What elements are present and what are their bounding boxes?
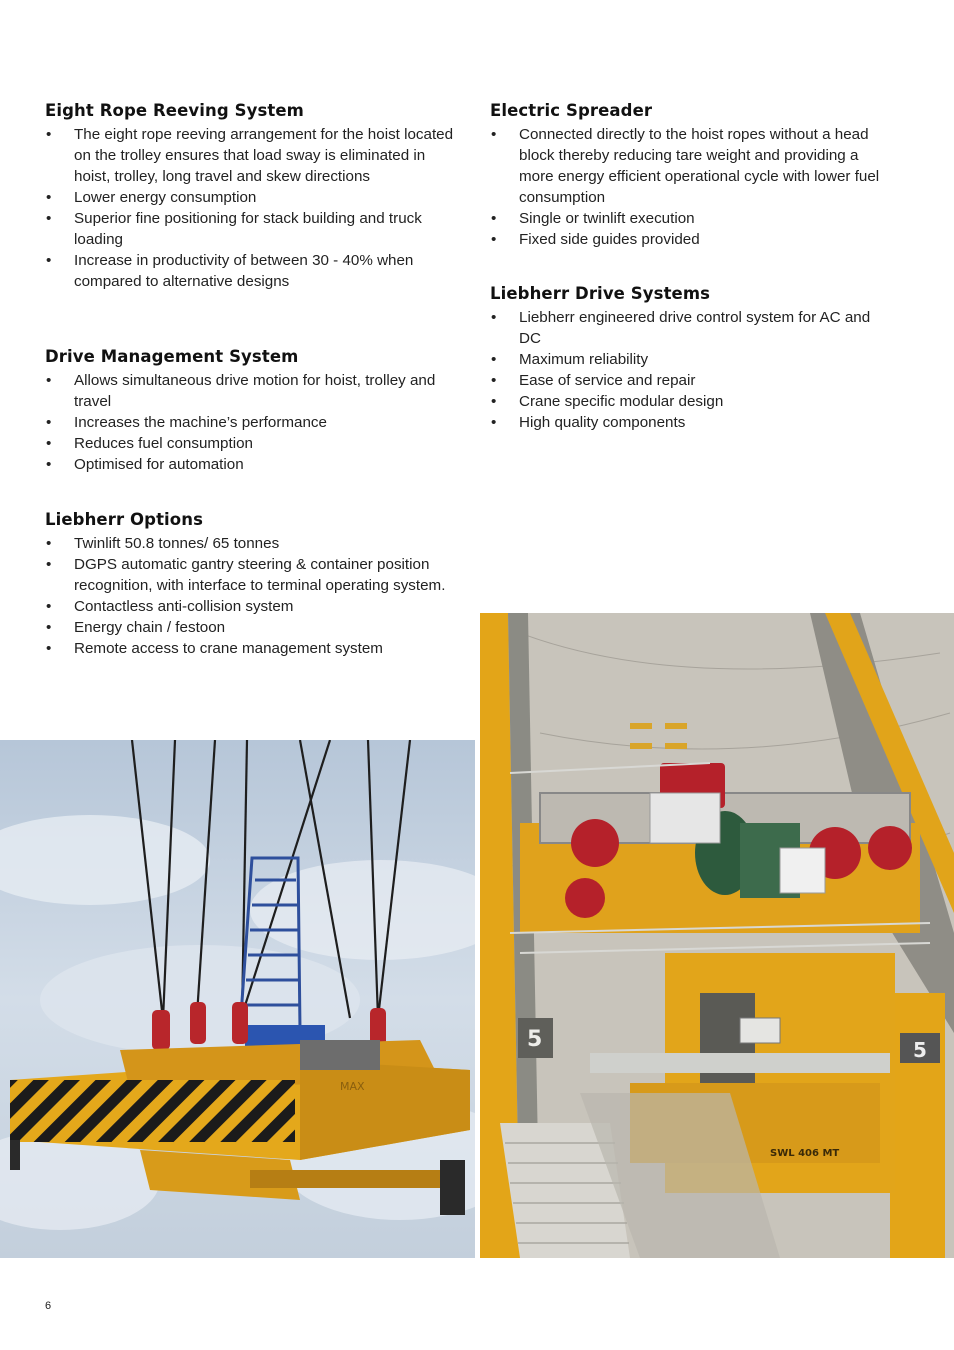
list-item: • Single or twinlift execution bbox=[490, 208, 890, 229]
list-item: • Maximum reliability bbox=[490, 349, 890, 370]
list-item: • Fixed side guides provided bbox=[490, 229, 890, 250]
section-title: Liebherr Drive Systems bbox=[490, 284, 711, 303]
section-title: Drive Management System bbox=[45, 347, 299, 366]
list-item: • Liebherr engineered drive control system for AC and DC bbox=[490, 307, 890, 349]
section-drive-management bbox=[45, 347, 465, 475]
list-item: • Increases the machine’s performance bbox=[45, 412, 465, 433]
lane-number-right: 5 bbox=[913, 1038, 927, 1062]
list-item: • Twinlift 50.8 tonnes/ 65 tonnes bbox=[45, 533, 465, 554]
lane-number-left: 5 bbox=[527, 1027, 543, 1052]
page-number: 6 bbox=[45, 1300, 52, 1312]
section-liebherr-drive-systems bbox=[490, 284, 890, 433]
list-item: • Energy chain / festoon bbox=[45, 617, 465, 638]
list-item: • The eight rope reeving arrangement for the hoist located on the trolley ensures that load sway is eliminated in hoist, trolley, long travel and skew directions bbox=[45, 124, 465, 187]
spreader-photo bbox=[0, 740, 475, 1258]
swl-label: SWL 406 MT bbox=[770, 1148, 840, 1159]
list-item: • Remote access to crane management system bbox=[45, 638, 465, 659]
section-title: Liebherr Options bbox=[45, 510, 204, 529]
svg-text:MAX: MAX bbox=[340, 1080, 365, 1093]
section-liebherr-options bbox=[45, 510, 465, 659]
list-item: • Superior fine positioning for stack building and truck loading bbox=[45, 208, 465, 250]
section-eight-rope-reeving bbox=[45, 101, 465, 292]
trolley-photo bbox=[480, 613, 954, 1258]
list-item: • DGPS automatic gantry steering & container position recognition, with interface to terminal operating system. bbox=[45, 554, 465, 596]
list-item: • Ease of service and repair bbox=[490, 370, 890, 391]
section-title: Eight Rope Reeving System bbox=[45, 101, 304, 120]
list-item: • Optimised for automation bbox=[45, 454, 465, 475]
section-title: Electric Spreader bbox=[490, 101, 653, 120]
list-item: • Contactless anti-collision system bbox=[45, 596, 465, 617]
list-item: • Allows simultaneous drive motion for hoist, trolley and travel bbox=[45, 370, 465, 412]
list-item: • Lower energy consumption bbox=[45, 187, 465, 208]
list-item: • Crane specific modular design bbox=[490, 391, 890, 412]
section-electric-spreader bbox=[490, 101, 890, 250]
list-item: • Increase in productivity of between 30 - 40% when compared to alternative designs bbox=[45, 250, 465, 292]
list-item: • Connected directly to the hoist ropes without a head block thereby reducing tare weight and providing a more energy efficient operational cycle with lower fuel consumption bbox=[490, 124, 890, 208]
list-item: • Reduces fuel consumption bbox=[45, 433, 465, 454]
list-item: • High quality components bbox=[490, 412, 890, 433]
